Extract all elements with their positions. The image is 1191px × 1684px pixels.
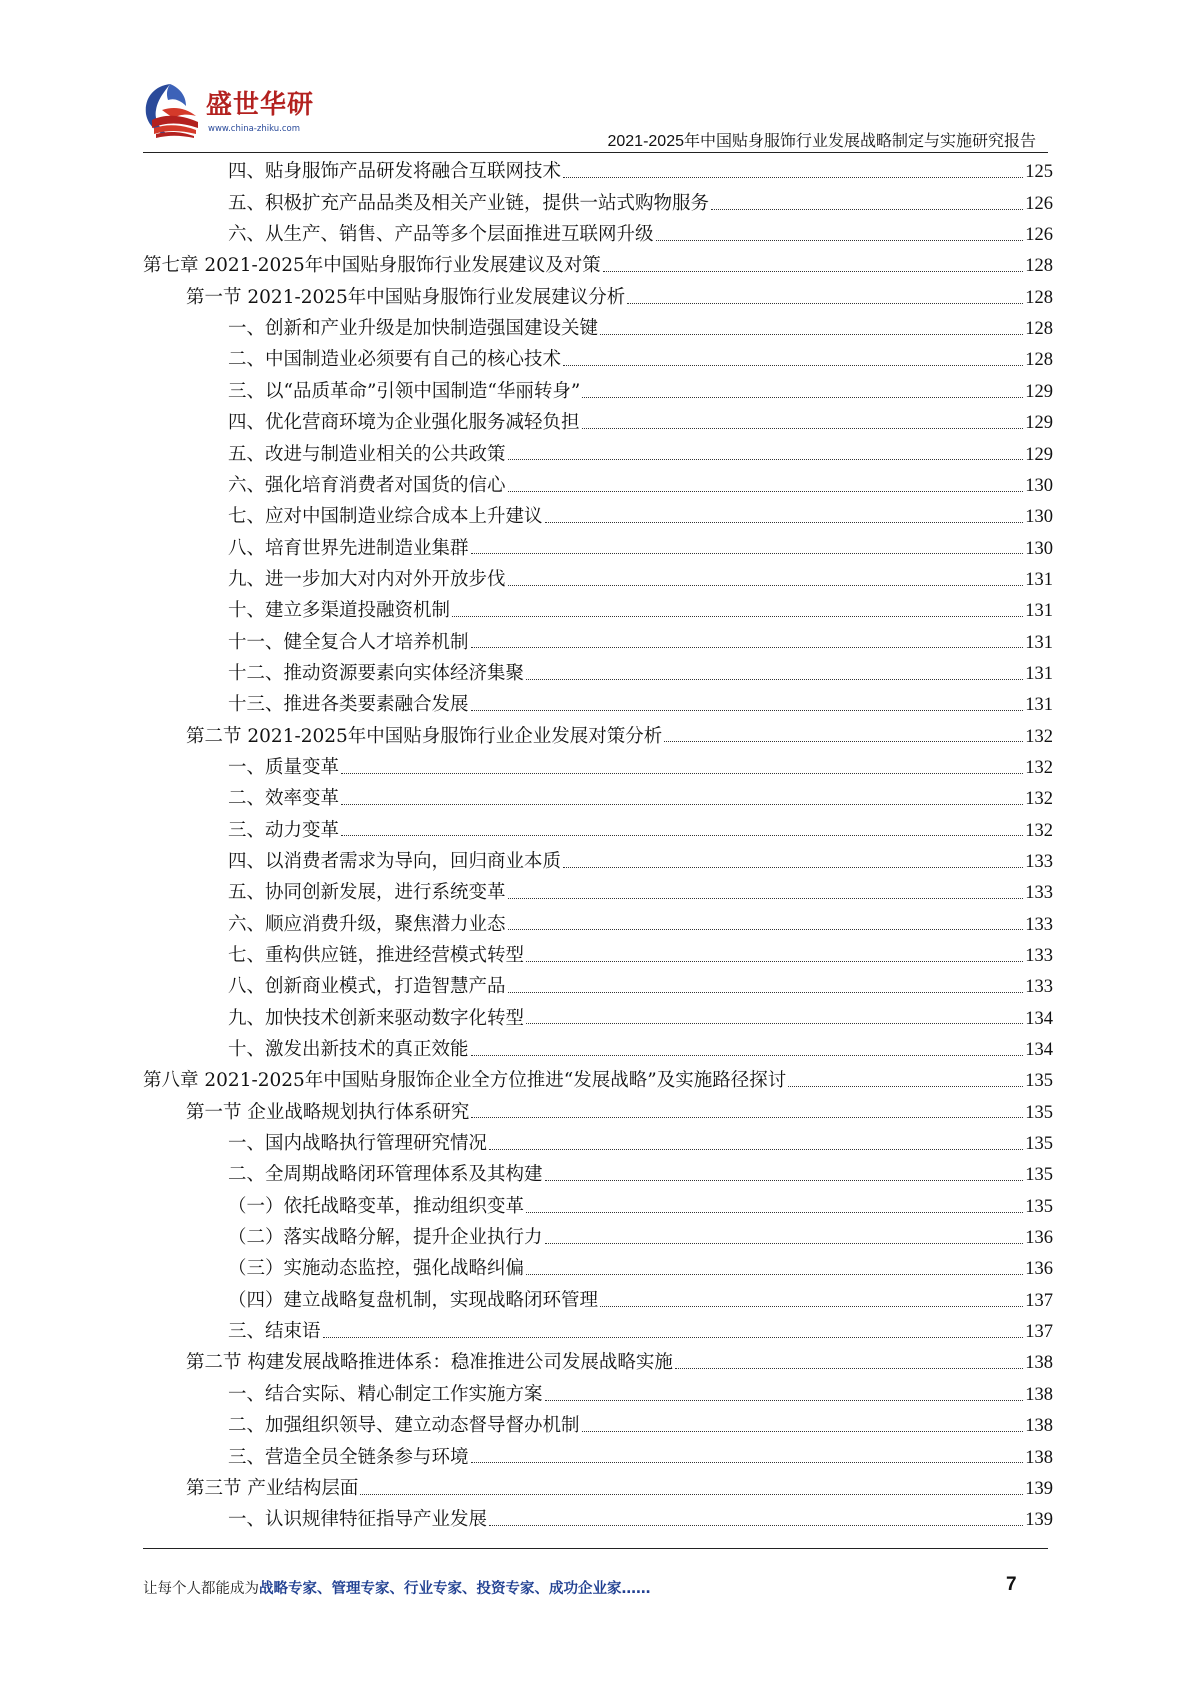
toc-entry[interactable] (143, 690, 1053, 721)
toc-entry-page: 129 (1025, 444, 1053, 465)
toc-leader-dots (341, 804, 1023, 805)
toc-entry-title: 九、进一步加大对内对外开放步伐 (228, 568, 506, 590)
toc-entry-title: 四、优化营商环境为企业强化服务减轻负担 (228, 412, 580, 434)
toc-entry[interactable] (143, 721, 1053, 752)
toc-entry[interactable] (143, 564, 1053, 595)
footer-divider (143, 1548, 1048, 1549)
toc-entry[interactable] (143, 815, 1053, 846)
footer-slogan (143, 1577, 651, 1598)
toc-leader-dots (323, 1337, 1024, 1338)
toc-entry-page: 138 (1025, 1447, 1053, 1468)
toc-entry-page: 133 (1025, 946, 1053, 967)
toc-leader-dots (545, 522, 1024, 523)
toc-leader-dots (341, 773, 1023, 774)
toc-entry[interactable] (143, 470, 1053, 501)
toc-entry[interactable] (143, 1254, 1053, 1285)
toc-entry-page: 131 (1025, 632, 1053, 653)
toc-entry-title: 六、从生产、销售、产品等多个层面推进互联网升级 (228, 224, 654, 246)
report-title: 2021-2025年中国贴身服饰行业发展战略制定与实施研究报告 (607, 133, 1036, 150)
toc-entry[interactable] (143, 909, 1053, 940)
toc-entry-page: 133 (1025, 851, 1053, 872)
toc-entry-title: 第二节 构建发展战略推进体系：稳准推进公司发展战略实施 (186, 1352, 673, 1374)
toc-entry[interactable] (143, 251, 1053, 282)
toc-entry[interactable] (143, 847, 1053, 878)
toc-leader-dots (508, 929, 1024, 930)
toc-entry-page: 129 (1025, 381, 1053, 402)
toc-entry[interactable] (143, 1066, 1053, 1097)
toc-entry-title: 四、贴身服饰产品研发将融合互联网技术 (228, 161, 562, 183)
toc-entry-page: 136 (1025, 1228, 1053, 1249)
toc-leader-dots (627, 303, 1023, 304)
toc-entry-page: 139 (1025, 1478, 1053, 1499)
toc-entry-page: 137 (1025, 1322, 1053, 1343)
toc-entry-title: 一、创新和产业升级是加快制造强国建设关键 (228, 318, 599, 340)
toc-entry[interactable] (143, 1442, 1053, 1473)
toc-leader-dots (508, 491, 1024, 492)
toc-entry[interactable] (143, 1379, 1053, 1410)
toc-entry-title: 二、中国制造业必须要有自己的核心技术 (228, 349, 562, 371)
toc-leader-dots (582, 428, 1024, 429)
toc-entry-page: 126 (1025, 193, 1053, 214)
toc-entry-title: 九、加快技术创新来驱动数字化转型 (228, 1007, 525, 1029)
logo-url: www.china-zhiku.com (208, 124, 300, 134)
toc-entry-title: 第二节 2021-2025年中国贴身服饰行业企业发展对策分析 (186, 725, 663, 747)
toc-entry-title: 三、结束语 (228, 1321, 321, 1343)
toc-entry-page: 135 (1025, 1102, 1053, 1123)
toc-entry[interactable] (143, 188, 1053, 219)
toc-entry-page: 132 (1025, 789, 1053, 810)
toc-entry[interactable] (143, 596, 1053, 627)
toc-entry-page: 135 (1025, 1196, 1053, 1217)
footer-slogan-prefix: 让每个人都能成为 (143, 1581, 259, 1597)
toc-leader-dots (603, 271, 1023, 272)
toc-entry-title: 三、以“品质革命”引领中国制造“华丽转身” (228, 380, 581, 402)
toc-entry-page: 128 (1025, 256, 1053, 277)
toc-entry[interactable] (143, 1160, 1053, 1191)
toc-entry-title: 一、质量变革 (228, 756, 340, 778)
toc-leader-dots (508, 992, 1024, 993)
toc-entry[interactable] (143, 314, 1053, 345)
toc-entry-page: 137 (1025, 1290, 1053, 1311)
toc-entry[interactable] (143, 220, 1053, 251)
toc-entry[interactable] (143, 941, 1053, 972)
toc-leader-dots (471, 1462, 1024, 1463)
toc-entry-page: 135 (1025, 1134, 1053, 1155)
toc-entry-page: 130 (1025, 475, 1053, 496)
toc-entry[interactable] (143, 1317, 1053, 1348)
toc-leader-dots (545, 1243, 1024, 1244)
toc-entry[interactable] (143, 157, 1053, 188)
toc-entry[interactable] (143, 1348, 1053, 1379)
toc-entry-title: 十、建立多渠道投融资机制 (228, 600, 451, 622)
toc-entry-title: （四）建立战略复盘机制，实现战略闭环管理 (228, 1289, 599, 1311)
toc-leader-dots (545, 1180, 1024, 1181)
toc-leader-dots (788, 1086, 1023, 1087)
toc-entry-page: 138 (1025, 1416, 1053, 1437)
toc-entry-title: 二、全周期战略闭环管理体系及其构建 (228, 1164, 543, 1186)
toc-entry-title: 六、强化培育消费者对国货的信心 (228, 474, 506, 496)
toc-entry-page: 135 (1025, 1165, 1053, 1186)
toc-entry[interactable] (143, 1223, 1053, 1254)
toc-entry-page: 130 (1025, 507, 1053, 528)
toc-leader-dots (471, 1117, 1023, 1118)
toc-entry-page: 133 (1025, 883, 1053, 904)
toc-entry[interactable] (143, 439, 1053, 470)
page-number: 7 (1006, 1574, 1017, 1595)
toc-leader-dots (526, 1274, 1023, 1275)
toc-entry-title: 第七章 2021-2025年中国贴身服饰行业发展建议及对策 (143, 255, 601, 277)
toc-entry-page: 138 (1025, 1353, 1053, 1374)
toc-leader-dots (563, 365, 1023, 366)
toc-entry-page: 131 (1025, 663, 1053, 684)
toc-leader-dots (582, 1431, 1024, 1432)
toc-leader-dots (471, 553, 1024, 554)
toc-entry[interactable] (143, 1473, 1053, 1504)
toc-entry[interactable] (143, 1191, 1053, 1222)
toc-entry[interactable] (143, 972, 1053, 1003)
toc-entry-title: （一）依托战略变革，推动组织变革 (228, 1195, 525, 1217)
toc-entry-title: 五、积极扩充产品品类及相关产业链，提供一站式购物服务 (228, 192, 710, 214)
toc-leader-dots (471, 1055, 1024, 1056)
toc-leader-dots (489, 1149, 1023, 1150)
toc-entry-page: 129 (1025, 413, 1053, 434)
toc-entry[interactable] (143, 345, 1053, 376)
logo-book-icon (140, 80, 204, 144)
toc-leader-dots (341, 835, 1023, 836)
toc-entry-title: 六、顺应消费升级，聚焦潜力业态 (228, 913, 506, 935)
toc-leader-dots (711, 209, 1023, 210)
toc-entry-page: 131 (1025, 695, 1053, 716)
toc-entry-page: 128 (1025, 287, 1053, 308)
toc-entry-title: 一、认识规律特征指导产业发展 (228, 1509, 488, 1531)
toc-entry-page: 139 (1025, 1510, 1053, 1531)
toc-entry-title: 四、以消费者需求为导向，回归商业本质 (228, 850, 562, 872)
toc-entry-page: 132 (1025, 726, 1053, 747)
toc-entry-title: （二）落实战略分解，提升企业执行力 (228, 1227, 543, 1249)
footer-slogan-highlight: 战略专家、管理专家、行业专家、投资专家、成功企业家…… (259, 1581, 651, 1597)
toc-leader-dots (508, 459, 1024, 460)
toc-entry[interactable] (143, 1097, 1053, 1128)
toc-leader-dots (545, 1400, 1024, 1401)
toc-entry-page: 130 (1025, 538, 1053, 559)
toc-entry-title: 三、营造全员全链条参与环境 (228, 1446, 469, 1468)
toc-entry-page: 131 (1025, 601, 1053, 622)
toc-entry-title: 三、动力变革 (228, 819, 340, 841)
toc-leader-dots (508, 898, 1024, 899)
toc-leader-dots (526, 1023, 1023, 1024)
toc-entry-title: 第八章 2021-2025年中国贴身服饰企业全方位推进“发展战略”及实施路径探讨 (143, 1070, 787, 1092)
company-logo (140, 80, 330, 148)
toc-entry-page: 128 (1025, 350, 1053, 371)
toc-leader-dots (489, 1525, 1023, 1526)
header-divider (143, 152, 1048, 153)
toc-entry-title: 七、重构供应链，推进经营模式转型 (228, 945, 525, 967)
toc-leader-dots (508, 585, 1024, 586)
toc-leader-dots (360, 1494, 1023, 1495)
toc-entry-title: 八、创新商业模式，打造智慧产品 (228, 976, 506, 998)
toc-entry[interactable] (143, 1285, 1053, 1316)
toc-entry-title: 一、结合实际、精心制定工作实施方案 (228, 1383, 543, 1405)
toc-entry-page: 133 (1025, 914, 1053, 935)
toc-entry[interactable] (143, 1129, 1053, 1160)
toc-entry-page: 128 (1025, 319, 1053, 340)
toc-leader-dots (471, 647, 1024, 648)
toc-entry-page: 132 (1025, 757, 1053, 778)
toc-entry-title: 第一节 企业战略规划执行体系研究 (186, 1101, 470, 1123)
logo-name: 盛世华研 (206, 90, 315, 120)
toc-entry-title: 一、国内战略执行管理研究情况 (228, 1133, 488, 1155)
toc-leader-dots (675, 1368, 1023, 1369)
toc-entry[interactable] (143, 376, 1053, 407)
toc-leader-dots (600, 1306, 1023, 1307)
toc-entry-page: 125 (1025, 162, 1053, 183)
page-header (0, 0, 1191, 160)
toc-entry-page: 126 (1025, 225, 1053, 246)
toc-leader-dots (582, 397, 1023, 398)
toc-entry-title: 七、应对中国制造业综合成本上升建议 (228, 506, 543, 528)
toc-entry-title: 十三、推进各类要素融合发展 (228, 694, 469, 716)
toc-leader-dots (656, 240, 1024, 241)
toc-entry-title: （三）实施动态监控，强化战略纠偏 (228, 1258, 525, 1280)
toc-entry[interactable] (143, 1003, 1053, 1034)
toc-entry-title: 五、协同创新发展，进行系统变革 (228, 882, 506, 904)
toc-entry-page: 138 (1025, 1384, 1053, 1405)
toc-entry-page: 136 (1025, 1259, 1053, 1280)
toc-entry[interactable] (143, 753, 1053, 784)
toc-leader-dots (600, 334, 1023, 335)
toc-leader-dots (452, 616, 1023, 617)
toc-leader-dots (563, 867, 1023, 868)
toc-entry-title: 第一节 2021-2025年中国贴身服饰行业发展建议分析 (186, 286, 626, 308)
toc-leader-dots (526, 679, 1023, 680)
toc-entry-page: 134 (1025, 1008, 1053, 1029)
toc-entry-page: 131 (1025, 569, 1053, 590)
toc-entry[interactable] (143, 502, 1053, 533)
toc-entry-title: 五、改进与制造业相关的公共政策 (228, 443, 506, 465)
toc-leader-dots (664, 741, 1023, 742)
toc-entry-title: 十一、健全复合人才培养机制 (228, 631, 469, 653)
toc-entry[interactable] (143, 533, 1053, 564)
toc-entry-title: 二、效率变革 (228, 788, 340, 810)
toc-entry[interactable] (143, 784, 1053, 815)
toc-entry[interactable] (143, 878, 1053, 909)
toc-entry[interactable] (143, 408, 1053, 439)
toc-entry-page: 133 (1025, 977, 1053, 998)
table-of-contents (143, 157, 1053, 1536)
toc-entry-page: 132 (1025, 820, 1053, 841)
toc-leader-dots (563, 177, 1023, 178)
toc-entry[interactable] (143, 1411, 1053, 1442)
toc-entry-title: 八、培育世界先进制造业集群 (228, 537, 469, 559)
toc-entry-page: 134 (1025, 1040, 1053, 1061)
toc-entry[interactable] (143, 627, 1053, 658)
toc-entry-title: 二、加强组织领导、建立动态督导督办机制 (228, 1415, 580, 1437)
toc-entry[interactable] (143, 282, 1053, 313)
toc-leader-dots (471, 710, 1024, 711)
toc-entry[interactable] (143, 1035, 1053, 1066)
toc-entry-title: 第三节 产业结构层面 (186, 1477, 359, 1499)
toc-entry[interactable] (143, 1505, 1053, 1536)
toc-entry[interactable] (143, 659, 1053, 690)
toc-entry-title: 十、激发出新技术的真正效能 (228, 1039, 469, 1061)
toc-leader-dots (526, 1212, 1023, 1213)
toc-entry-title: 十二、推动资源要素向实体经济集聚 (228, 662, 525, 684)
toc-entry-page: 135 (1025, 1071, 1053, 1092)
toc-leader-dots (526, 961, 1023, 962)
